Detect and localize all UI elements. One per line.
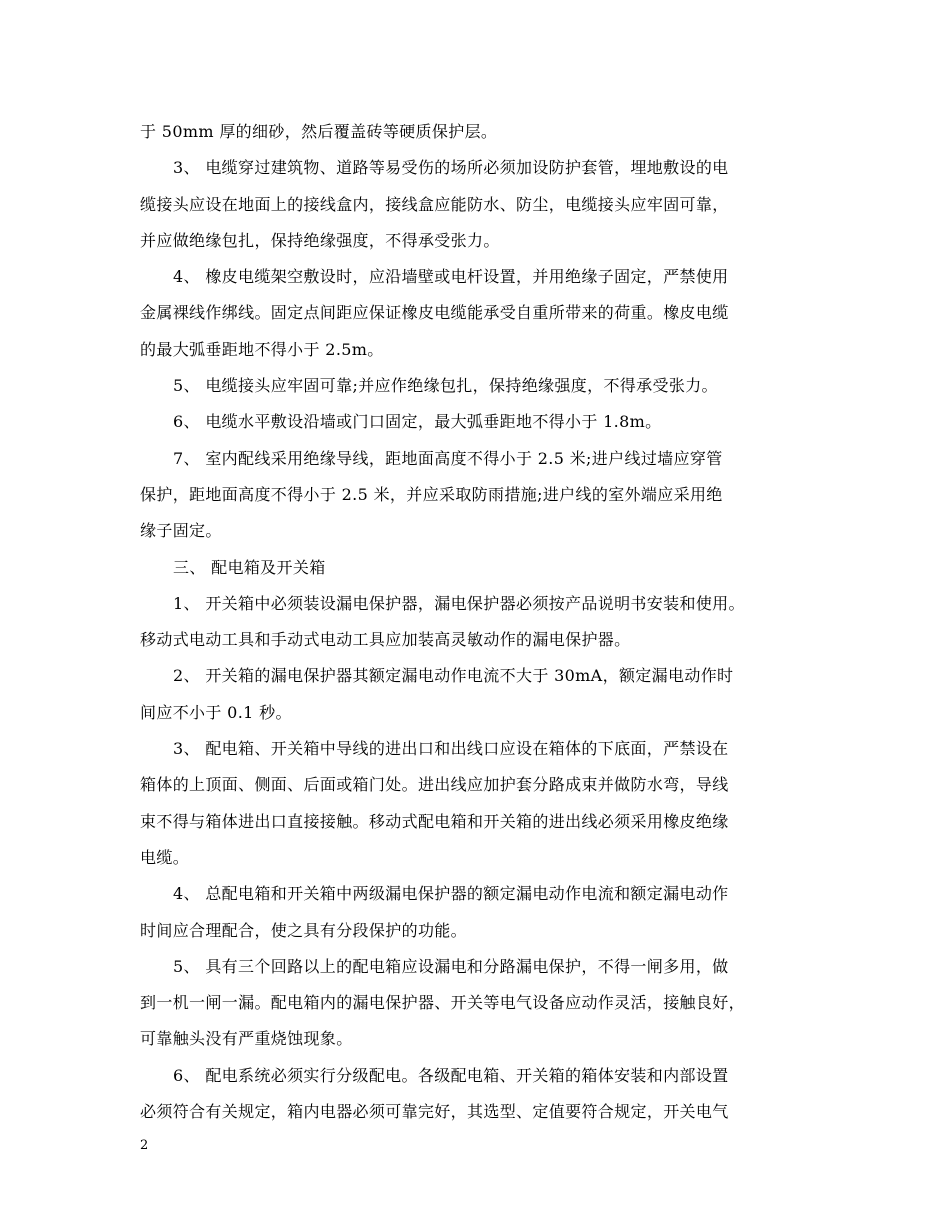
document-body <box>140 114 820 1130</box>
text-line: 并应做绝缘包扎，保持绝缘强度，不得承受张力。 <box>140 230 500 250</box>
text-line: 保护，距地面高度不得小于 2.5 米，并应采取防雨措施;进户线的室外端应采用绝 <box>140 484 723 504</box>
text-line: 6、 电缆水平敷设沿墙或门口固定，最大弧垂距地不得小于 1.8m。 <box>173 412 662 432</box>
text-line: 5、 具有三个回路以上的配电箱应设漏电和分路漏电保护，不得一闸多用，做 <box>173 956 729 976</box>
text-line: 束不得与箱体进出口直接接触。移动式配电箱和开关箱的进出线必须采用橡皮绝缘 <box>140 811 729 831</box>
text-line: 6、 配电系统必须实行分级配电。各级配电箱、开关箱的箱体安装和内部设置 <box>173 1065 729 1085</box>
text-line: 箱体的上顶面、侧面、后面或箱门处。进出线应加护套分路成束并做防水弯，导线 <box>140 775 729 795</box>
text-line: 4、 橡皮电缆架空敷设时，应沿墙壁或电杆设置，并用绝缘子固定，严禁使用 <box>173 267 729 287</box>
text-line: 电缆。 <box>140 847 190 867</box>
text-line: 5、 电缆接头应牢固可靠;并应作绝缘包扎，保持绝缘强度，不得承受张力。 <box>173 376 718 396</box>
text-line: 到一机一闸一漏。配电箱内的漏电保护器、开关等电气设备应动作灵活，接触良好， <box>140 993 745 1013</box>
text-line: 4、 总配电箱和开关箱中两级漏电保护器的额定漏电动作电流和额定漏电动作 <box>173 884 729 904</box>
text-line: 间应不小于 0.1 秒。 <box>140 702 292 722</box>
text-line: 移动式电动工具和手动式电动工具应加装高灵敏动作的漏电保护器。 <box>140 630 631 650</box>
text-line: 金属裸线作绑线。固定点间距应保证橡皮电缆能承受自重所带来的荷重。橡皮电缆 <box>140 303 729 323</box>
text-line: 可靠触头没有严重烧蚀现象。 <box>140 1029 353 1049</box>
section-heading: 三、 配电箱及开关箱 <box>173 557 326 577</box>
text-line: 7、 室内配线采用绝缘导线，距地面高度不得小于 2.5 米;进户线过墙应穿管 <box>173 448 723 468</box>
page-number: 2 <box>140 1138 149 1153</box>
text-line: 时间应合理配合，使之具有分段保护的功能。 <box>140 920 468 940</box>
text-line: 3、 电缆穿过建筑物、道路等易受伤的场所必须加设防护套管，埋地敷设的电 <box>173 158 729 178</box>
text-line: 2、 开关箱的漏电保护器其额定漏电动作电流不大于 30mA，额定漏电动作时 <box>173 666 734 686</box>
text-line: 缘子固定。 <box>140 521 222 541</box>
text-line: 于 50mm 厚的细砂，然后覆盖砖等硬质保护层。 <box>140 122 498 141</box>
text-line: 3、 配电箱、开关箱中导线的进出口和出线口应设在箱体的下底面，严禁设在 <box>173 739 729 759</box>
text-line: 1、 开关箱中必须装设漏电保护器，漏电保护器必须按产品说明书安装和使用。 <box>173 593 745 613</box>
text-line: 缆接头应设在地面上的接线盒内，接线盒应能防水、防尘，电缆接头应牢固可靠， <box>140 194 729 214</box>
text-line: 必须符合有关规定，箱内电器必须可靠完好，其选型、定值要符合规定，开关电气 <box>140 1102 729 1122</box>
text-line: 的最大弧垂距地不得小于 2.5m。 <box>140 339 384 359</box>
